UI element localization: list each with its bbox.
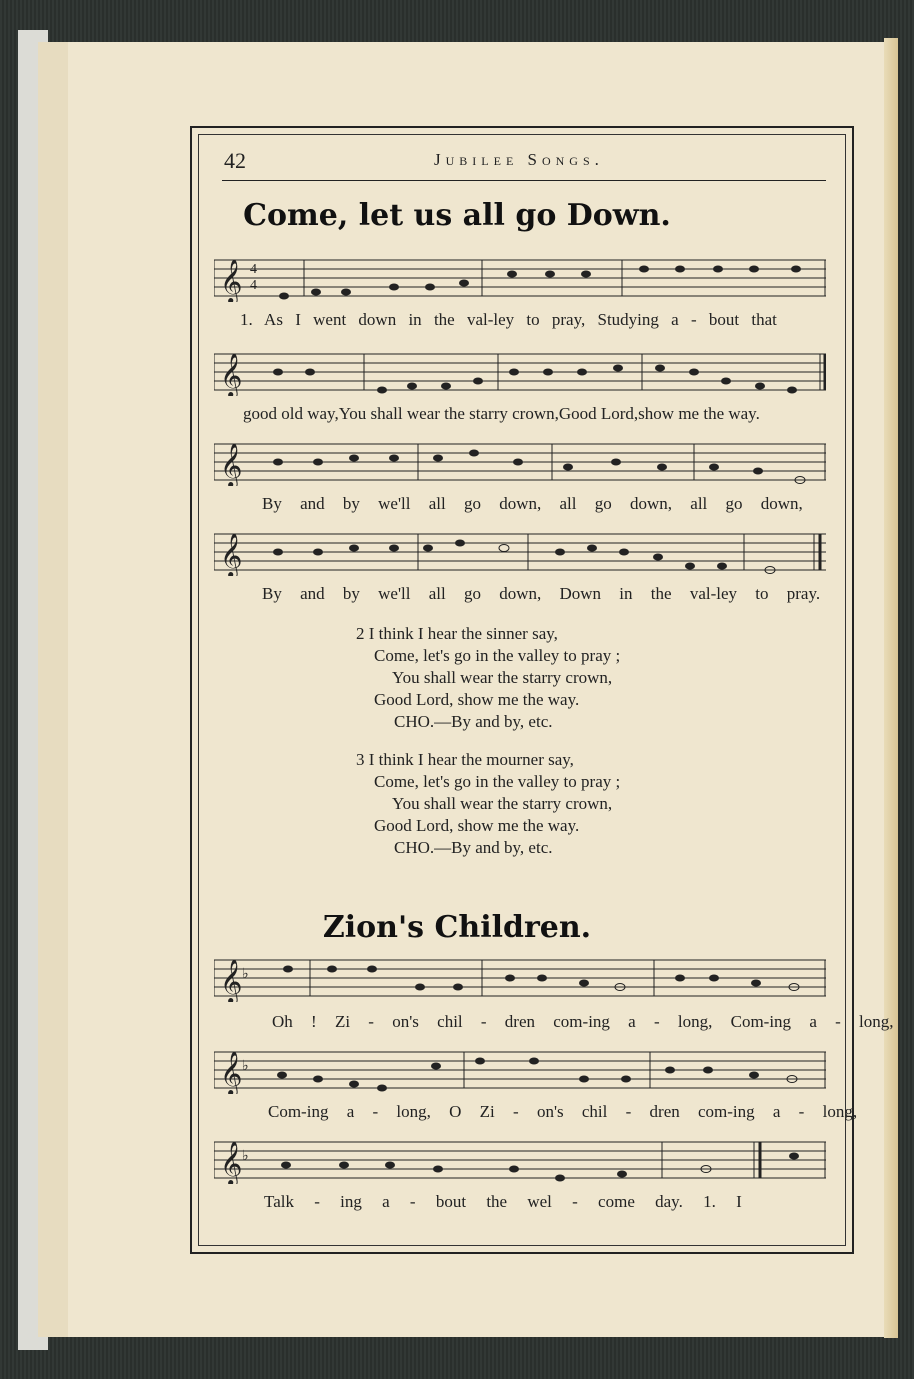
verse-2-line: Good Lord, show me the way. [374,690,580,709]
verse-2-line: You shall wear the starry crown, [392,668,613,687]
verse-3-line: Come, let's go in the valley to pray ; [374,772,621,791]
svg-text:4: 4 [250,262,257,277]
music-staff [214,530,826,576]
verse-3-line: You shall wear the starry crown, [392,794,613,813]
lyric-line: Com-ing a - long, O Zi - on's chil - dren com-ing a - long, [268,1102,858,1121]
svg-text:♭: ♭ [242,1149,249,1164]
svg-text:4: 4 [250,278,257,293]
verse-3-line: 3 I think I hear the mourner say, [356,750,574,769]
page-header [222,140,826,181]
lyric-line: good old way,You shall wear the starry crown,Good Lord,show me the way. [243,404,760,423]
lyric-line: Talk - ing a - bout the wel - come day. 1. I [264,1192,742,1211]
staff-notation [214,256,826,302]
svg-text:𝄞: 𝄞 [220,445,243,486]
verse-3-line: Good Lord, show me the way. [374,816,580,835]
lyric-line: 1. As I went down in the val-ley to pray, Studying a - bout that [240,310,777,329]
lyric-line: By and by we'll all go down, Down in the val-ley to pray. [262,584,821,603]
music-staff [214,440,826,486]
svg-text:𝄞: 𝄞 [220,961,243,1002]
page-edges [884,38,898,1338]
lyric-line: By and by we'll all go down, all go down, all go down, [262,494,803,513]
music-staff [214,1048,826,1094]
svg-text:𝄞: 𝄞 [220,1053,243,1094]
svg-text:♭: ♭ [242,967,249,982]
verse-2-line: 2 I think I hear the sinner say, [356,624,558,643]
svg-text:𝄞: 𝄞 [220,355,243,396]
verse-3-chorus: CHO.—By and by, etc. [394,838,553,857]
music-staff [214,956,826,1002]
music-staff [214,256,826,302]
song-title: Come, let us all go Down. [243,198,671,233]
song-title: Zion's Children. [322,910,592,945]
verse-2-chorus: CHO.—By and by, etc. [394,712,553,731]
verse-2-line: Come, let's go in the valley to pray ; [374,646,621,665]
music-staff [214,350,826,396]
lyric-line: Oh ! Zi - on's chil - dren com-ing a - long, Com-ing a - long, [272,1012,894,1031]
running-head: Jubilee Songs. [434,150,604,169]
music-staff [214,1138,826,1184]
page-number: 42 [224,148,246,173]
svg-text:𝄞: 𝄞 [220,1143,243,1184]
svg-text:𝄞: 𝄞 [220,535,243,576]
treble-clef-icon: 𝄞 [220,261,243,302]
svg-text:♭: ♭ [242,1059,249,1074]
